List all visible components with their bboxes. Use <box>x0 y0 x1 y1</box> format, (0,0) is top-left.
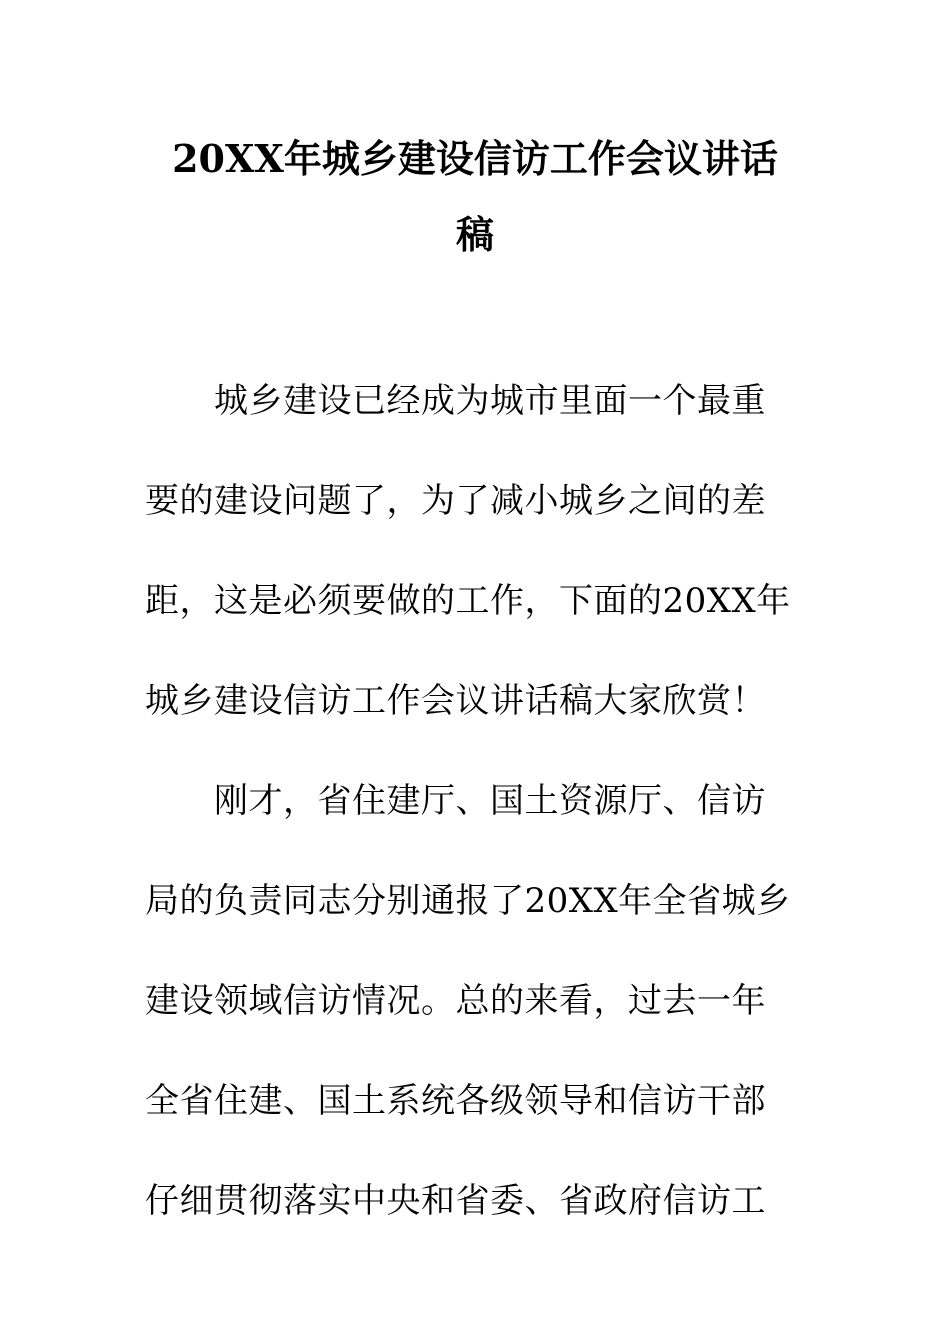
paragraph-1-line-3: 距，这是必须要做的工作，下面的20XX年 <box>145 581 791 621</box>
document-title-line-2: 稿 <box>455 212 494 257</box>
paragraph-2-line-4: 全省住建、国土系统各级领导和信访干部 <box>145 1081 766 1121</box>
paragraph-2-line-2: 局的负责同志分别通报了20XX年全省城乡 <box>145 881 791 921</box>
paragraph-1-line-1: 城乡建设已经成为城市里面一个最重 <box>214 381 766 421</box>
paragraph-1-line-2: 要的建设问题了，为了减小城乡之间的差 <box>145 481 766 521</box>
paragraph-2-line-5: 仔细贯彻落实中央和省委、省政府信访工 <box>145 1181 766 1221</box>
paragraph-2-line-1: 刚才，省住建厅、国土资源厅、信访 <box>214 781 766 821</box>
paragraph-2-line-3: 建设领域信访情况。总的来看，过去一年 <box>145 981 766 1021</box>
document-title-line-1: 20XX年城乡建设信访工作会议讲话 <box>172 136 778 181</box>
paragraph-1-line-4: 城乡建设信访工作会议讲话稿大家欣赏！ <box>145 681 766 721</box>
